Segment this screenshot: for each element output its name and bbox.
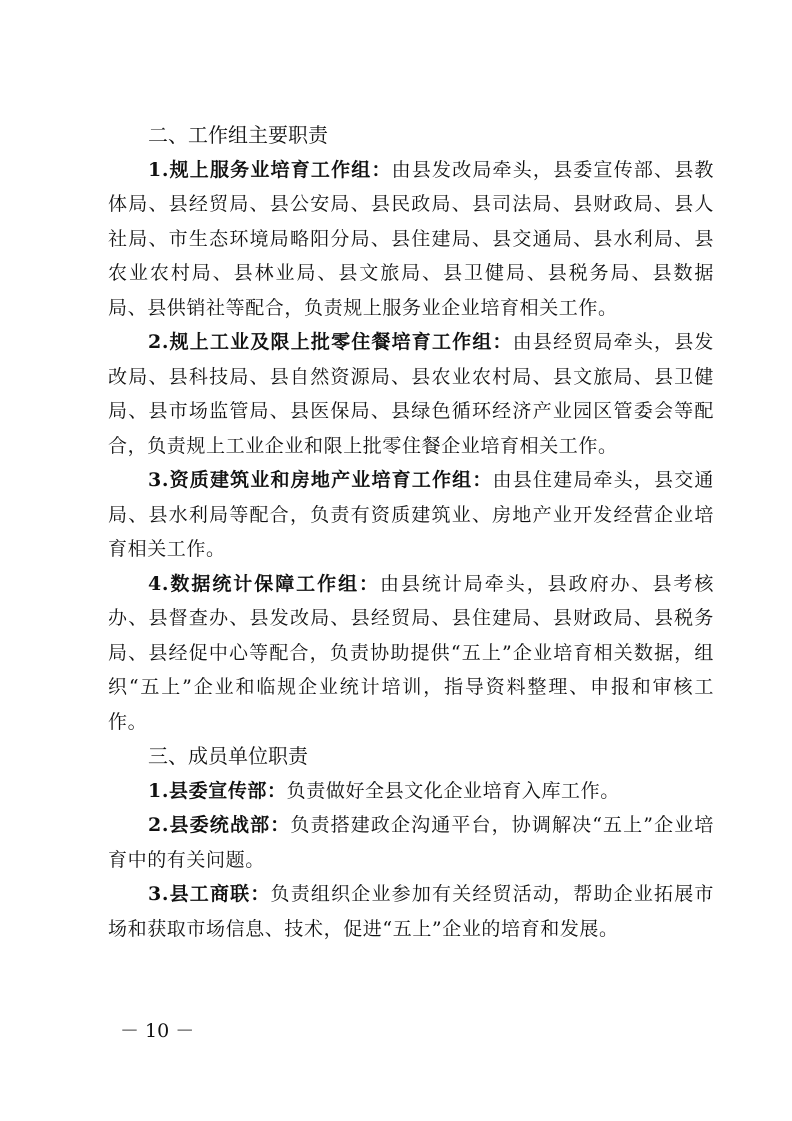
paragraph-text: 由县发改局牵头，县委宣传部、县教体局、县经贸局、县公安局、县民政局、县司法局、县财政局、县人社局、市生态环境局略阳分局、县住建局、县交通局、县水利局、县农业农村局、县林业局、县文旅局、县卫健局、县税务局、县数据局、县供销社等配合，负责规上服务业企业培育相关工作。 xyxy=(108,158,714,319)
paragraph-construction-realestate-group xyxy=(108,463,714,567)
paragraph-text: 由县经贸局牵头，县发改局、县科技局、县自然资源局、县农业农村局、县文旅局、县卫健局、县市场监管局、县医保局、县绿色循环经济产业园区管委会等配合，负责规上工业企业和限上批零住餐企业培育相关工作。 xyxy=(108,331,714,457)
paragraph-text: 由县住建局牵头，县交通局、县水利局等配合，负责有资质建筑业、房地产业开发经营企业培育相关工作。 xyxy=(108,469,714,560)
paragraph-text: 负责搭建政企沟通平台，协调解决“五上”企业培育中的有关问题。 xyxy=(108,814,714,871)
paragraph-lead: 3.县工商联： xyxy=(148,883,271,905)
paragraph-united-front-dept xyxy=(108,808,714,877)
paragraph-lead: 3.资质建筑业和房地产业培育工作组： xyxy=(148,469,493,491)
paragraph-propaganda-dept xyxy=(108,774,714,809)
section-heading-work-group-duties: 二、工作组主要职责 xyxy=(148,123,328,147)
section-heading-member-duties: 三、成员单位职责 xyxy=(148,744,308,768)
paragraph-lead: 2.县委统战部： xyxy=(148,814,291,836)
paragraph-text: 由县统计局牵头，县政府办、县考核办、县督查办、县发改局、县经贸局、县住建局、县财政局、县税务局、县经促中心等配合，负责协助提供“五上”企业培育相关数据，组织“五上”企业和临规企业统计培训，指导资料整理、申报和审核工作。 xyxy=(108,572,714,733)
paragraph-text: 负责组织企业参加有关经贸活动，帮助企业拓展市场和获取市场信息、技术，促进“五上”企业的培育和发展。 xyxy=(108,883,714,940)
paragraph-industry-retail-group xyxy=(108,325,714,463)
document-body xyxy=(108,118,714,946)
paragraph-lead: 4.数据统计保障工作组： xyxy=(148,572,380,595)
paragraph-text: 负责做好全县文化企业培育入库工作。 xyxy=(286,779,620,802)
paragraph-lead: 2.规上工业及限上批零住餐培育工作组： xyxy=(148,331,513,353)
paragraph-lead: 1.县委宣传部： xyxy=(148,779,287,802)
paragraph-service-industry-group xyxy=(108,153,714,326)
page-number: － 10 － xyxy=(120,1020,195,1042)
paragraph-statistics-group xyxy=(108,567,714,740)
paragraph-federation-industry-commerce xyxy=(108,877,714,946)
paragraph-lead: 1.规上服务业培育工作组： xyxy=(148,158,392,181)
